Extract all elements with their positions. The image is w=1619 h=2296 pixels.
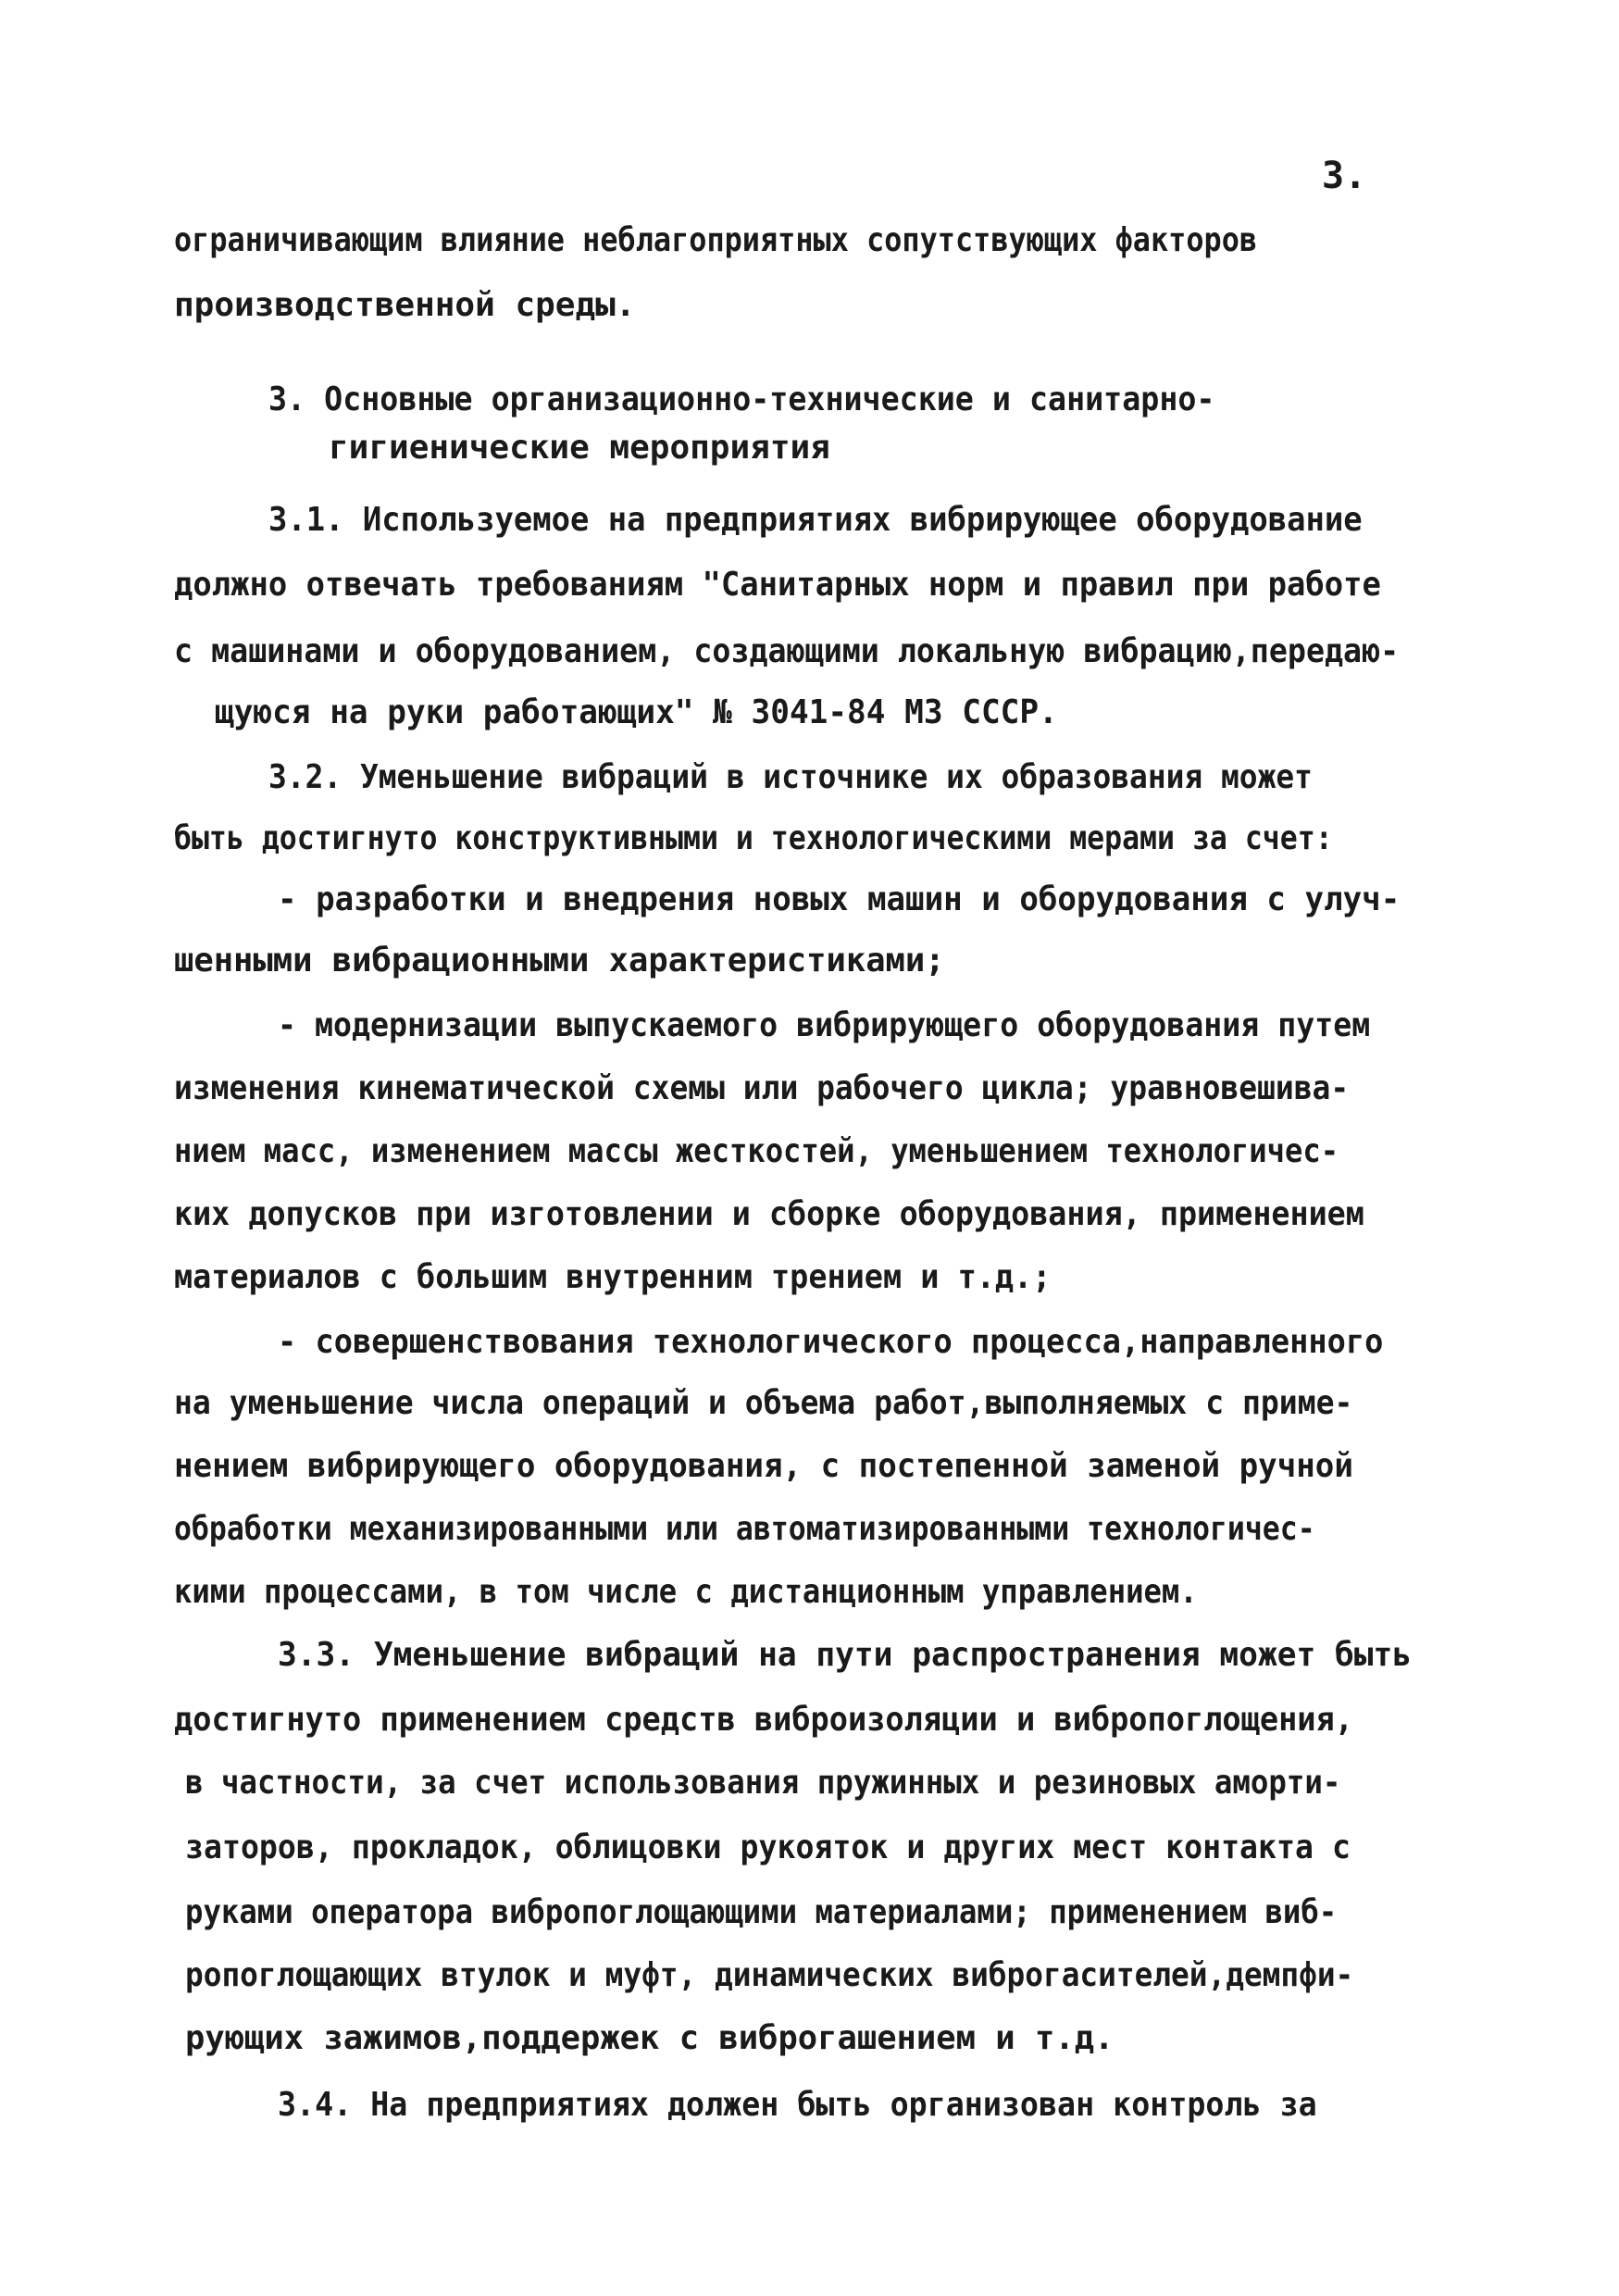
text-line: материалов с большим внутренним трением и т.д.; bbox=[174, 1258, 1052, 1296]
section-heading: гигиенические мероприятия bbox=[329, 429, 830, 467]
text-line: заторов, прокладок, облицовки рукояток и других мест контакта с bbox=[185, 1828, 1351, 1866]
text-line: - модернизации выпускаемого вибрирующего оборудования путем bbox=[278, 1006, 1371, 1044]
text-line: изменения кинематической схемы или рабочего цикла; уравновешива- bbox=[174, 1069, 1350, 1107]
text-line: обработки механизированными или автоматизированными технологичес- bbox=[174, 1510, 1315, 1548]
text-line: ограничивающим влияние неблагоприятных сопутствующих факторов bbox=[174, 221, 1258, 259]
text-line: щуюся на руки работающих" № 3041-84 МЗ СССР. bbox=[215, 693, 1058, 731]
text-line: ропоглощающих втулок и муфт, динамических виброгасителей,демпфи- bbox=[185, 1956, 1354, 1994]
text-line: рующих зажимов,поддержек с виброгашением и т.д. bbox=[185, 2019, 1115, 2057]
text-line: в частности, за счет использования пружинных и резиновых аморти- bbox=[185, 1764, 1341, 1802]
text-line: 3.3. Уменьшение вибраций на пути распространения может быть bbox=[278, 1636, 1413, 1674]
section-heading: 3. Основные организационно-технические и санитарно- bbox=[268, 381, 1215, 418]
text-line: нием масс, изменением массы жесткостей, уменьшением технологичес- bbox=[174, 1132, 1339, 1170]
text-line: производственной среды. bbox=[174, 286, 636, 324]
text-line: 3.4. На предприятиях должен быть организован контроль за bbox=[278, 2086, 1317, 2124]
text-line: - совершенствования технологического процесса,направленного bbox=[278, 1323, 1384, 1361]
text-line: ких допусков при изготовлении и сборке оборудования, применением bbox=[174, 1195, 1364, 1233]
text-line: руками оператора вибропоглощающими материалами; применением виб- bbox=[185, 1893, 1338, 1931]
page-number: 3. bbox=[1322, 155, 1367, 197]
text-line: должно отвечать требованиям "Санитарных норм и правил при работе bbox=[174, 566, 1381, 604]
text-line: достигнуто применением средств виброизоляции и вибропоглощения, bbox=[174, 1701, 1353, 1739]
text-line: на уменьшение числа операций и объема работ,выполняемых с приме- bbox=[174, 1384, 1353, 1422]
text-line: быть достигнуто конструктивными и технологическими мерами за счет: bbox=[174, 819, 1333, 857]
text-line: шенными вибрационными характеристиками; bbox=[174, 942, 945, 980]
text-line: 3.1. Используемое на предприятиях вибрирующее оборудование bbox=[268, 501, 1363, 539]
text-line: 3.2. Уменьшение вибраций в источнике их образования может bbox=[268, 758, 1313, 796]
text-line: с машинами и оборудованием, создающими локальную вибрацию,передаю- bbox=[174, 632, 1400, 670]
text-line: - разработки и внедрения новых машин и оборудования с улуч- bbox=[278, 880, 1401, 918]
text-line: нением вибрирующего оборудования, с постепенной заменой ручной bbox=[174, 1447, 1353, 1485]
text-line: кими процессами, в том числе с дистанционным управлением. bbox=[174, 1573, 1198, 1611]
